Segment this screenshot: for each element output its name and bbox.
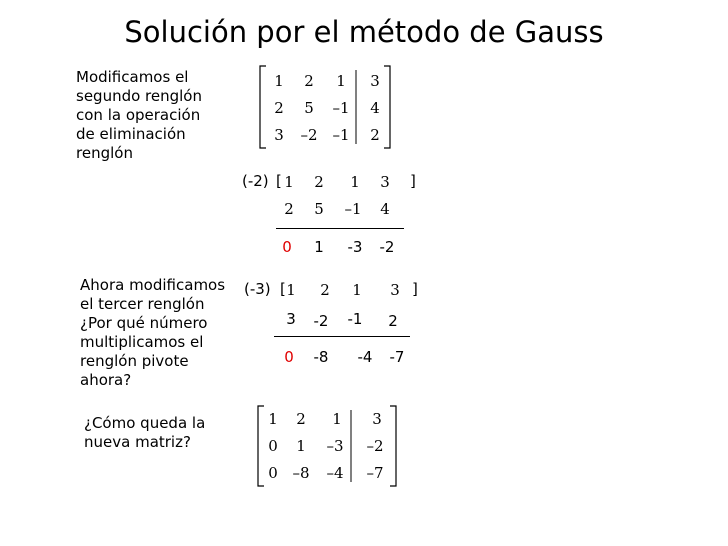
multiplier-label: (-3) bbox=[244, 280, 271, 298]
matrix-cell: 3 bbox=[370, 72, 380, 90]
page-title: Solución por el método de Gauss bbox=[124, 15, 604, 49]
matrix-cell: 2 bbox=[274, 99, 284, 117]
pivot-cell: 3 bbox=[380, 173, 390, 191]
result-cell: -3 bbox=[347, 238, 363, 256]
matrix-cell: 3 bbox=[274, 126, 284, 144]
pivot-cell: 1 bbox=[350, 173, 360, 191]
pivot-cell: 2 bbox=[320, 281, 330, 299]
matrix-cell: –2 bbox=[366, 437, 384, 455]
pivot-cell: 1 bbox=[284, 173, 294, 191]
matrix-cell: 1 bbox=[268, 410, 278, 428]
result-cell: -8 bbox=[313, 348, 329, 366]
matrix-cell: –2 bbox=[300, 126, 318, 144]
matrix-cell: –7 bbox=[366, 464, 384, 482]
target-cell: 4 bbox=[380, 200, 390, 218]
result-cell: -2 bbox=[379, 238, 395, 256]
result-cell-zero: 0 bbox=[284, 348, 294, 366]
target-cell: 2 bbox=[388, 312, 398, 330]
note-step-1: Modificamos el segundo renglón con la operación de eliminación renglón bbox=[76, 68, 202, 162]
sum-line bbox=[274, 336, 410, 337]
matrix-cell: 3 bbox=[372, 410, 382, 428]
target-cell: 3 bbox=[286, 310, 296, 328]
pivot-cell: 1 bbox=[286, 281, 296, 299]
close-bracket: ] bbox=[410, 172, 416, 190]
operation-1 bbox=[242, 168, 442, 268]
sum-line bbox=[276, 228, 404, 229]
target-cell: 5 bbox=[314, 200, 324, 218]
target-cell: –1 bbox=[344, 200, 362, 218]
matrix-final bbox=[256, 404, 406, 488]
matrix-cell: 2 bbox=[370, 126, 380, 144]
matrix-cell: 2 bbox=[304, 72, 314, 90]
matrix-cell: 1 bbox=[332, 410, 342, 428]
matrix-cell: –8 bbox=[292, 464, 310, 482]
multiplier-label: (-2) bbox=[242, 172, 269, 190]
matrix-cell: 1 bbox=[274, 72, 284, 90]
open-bracket: [ bbox=[276, 172, 282, 190]
result-cell: -7 bbox=[389, 348, 405, 366]
matrix-cell: 0 bbox=[268, 464, 278, 482]
matrix-cell: –1 bbox=[332, 126, 350, 144]
target-cell: -2 bbox=[313, 312, 329, 330]
operation-2 bbox=[244, 276, 444, 376]
matrix-cell: –4 bbox=[326, 464, 344, 482]
target-cell: -1 bbox=[347, 310, 363, 328]
matrix-cell: 1 bbox=[296, 437, 306, 455]
pivot-cell: 1 bbox=[352, 281, 362, 299]
note-step-2: Ahora modificamos el tercer renglón ¿Por qué número multiplicamos el renglón pivote ahora? bbox=[80, 276, 226, 389]
matrix-cell: 1 bbox=[336, 72, 346, 90]
open-bracket: [ bbox=[280, 280, 286, 298]
result-cell-zero: 0 bbox=[282, 238, 292, 256]
close-bracket: ] bbox=[412, 280, 418, 298]
matrix-cell: 4 bbox=[370, 99, 380, 117]
matrix-cell: 5 bbox=[304, 99, 314, 117]
result-cell: 1 bbox=[314, 238, 324, 256]
note-step-3: ¿Cómo queda la nueva matriz? bbox=[84, 414, 206, 451]
target-cell: 2 bbox=[284, 200, 294, 218]
matrix-cell: 0 bbox=[268, 437, 278, 455]
result-cell: -4 bbox=[357, 348, 373, 366]
pivot-cell: 3 bbox=[390, 281, 400, 299]
matrix-initial bbox=[258, 64, 398, 150]
matrix-cell: –3 bbox=[326, 437, 344, 455]
matrix-cell: 2 bbox=[296, 410, 306, 428]
pivot-cell: 2 bbox=[314, 173, 324, 191]
matrix-cell: –1 bbox=[332, 99, 350, 117]
